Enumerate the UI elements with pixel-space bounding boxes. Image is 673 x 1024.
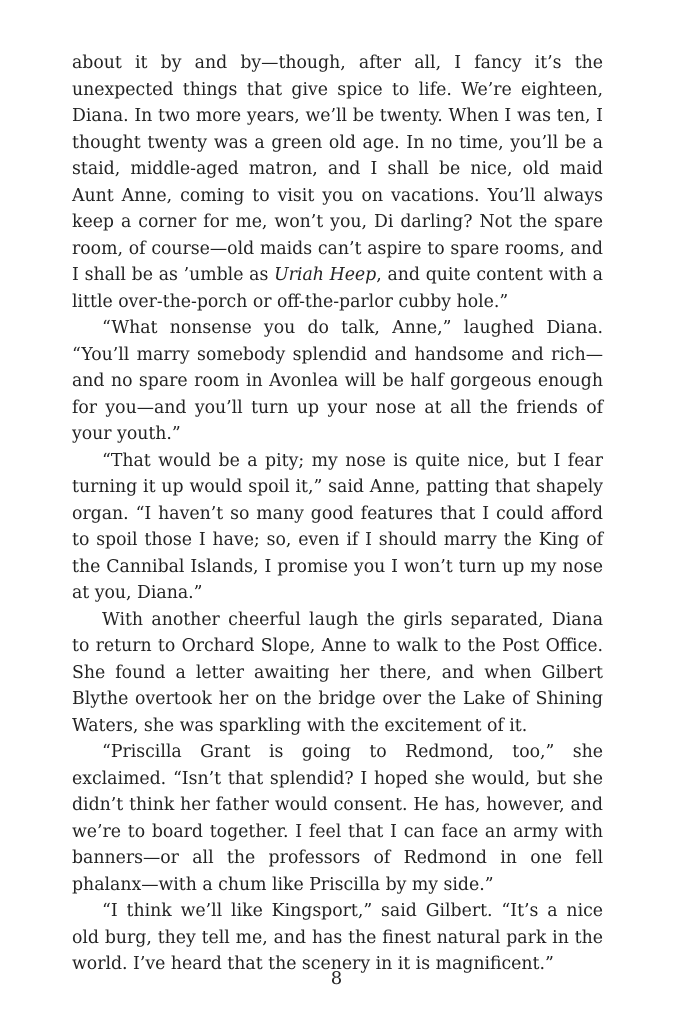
paragraph-4: With another cheerful laugh the girls separated, Diana to return to Orchard Slope, Anne to walk to the Post Office. She found a letter awaiting her there, and when Gilbert Blythe overtook her on the bridge over the Lake of Shining Waters, she was sparkling with the excitement of it. [72, 609, 603, 736]
paragraph-6: “I think we’ll like Kingsport,” said Gilbert. “It’s a nice old burg, they tell me, and has the finest natural park in the world. I’ve heard that the scenery in it is magnificent.” [72, 901, 603, 974]
paragraph-5: “Priscilla Grant is going to Redmond, too,” she exclaimed. “Isn’t that splendid? I hoped she would, but she didn’t think her father would consent. He has, however, and we’re to board together. I feel that I can face an army with banners—or all the professors of Redmond in one fell phalanx—with a chum like Priscilla by my side.” [72, 742, 603, 895]
paragraph-3: “That would be a pity; my nose is quite nice, but I fear turning it up would spoil it,” said Anne, patting that shapely organ. “I haven’t so many good features that I could afford to spoil those I have; so, even if I should marry the King of the Cannibal Islands, I promise you I won’t turn up my nose at you, Diana.” [72, 450, 603, 603]
paragraph-1-italic-text: Uriah Heep [274, 265, 377, 285]
paragraph-1 [72, 50, 603, 315]
paragraph-2: “What nonsense you do talk, Anne,” laughed Diana. “You’ll marry somebody splendid and handsome and rich—and no spare room in Avonlea will be half gorgeous enough for you—and you’ll turn up your nose at all the friends of your youth.” [72, 318, 603, 444]
paragraph-1-text-before: about it by and by—though, after all, I fancy it’s the unexpected things that give spice to life. We’re eighteen, Diana. In two more years, we’ll be twenty. When I was ten, I thought twenty was a green old age. In no time, you’ll be a staid, middle-aged matron, and I shall be nice, old maid Aunt Anne, coming to visit you on vacations. You’ll always keep a corner for me, won’t you, Di darling? Not the spare room, of course—old maids can’t aspire to spare rooms, and I shall be as ’umble as [72, 53, 603, 285]
page-body [72, 50, 603, 978]
page-number: 8 [330, 968, 343, 989]
paragraph-1-text-after: , and quite content with a little over-the-porch or off-the-parlor cubby hole.” [72, 265, 603, 312]
